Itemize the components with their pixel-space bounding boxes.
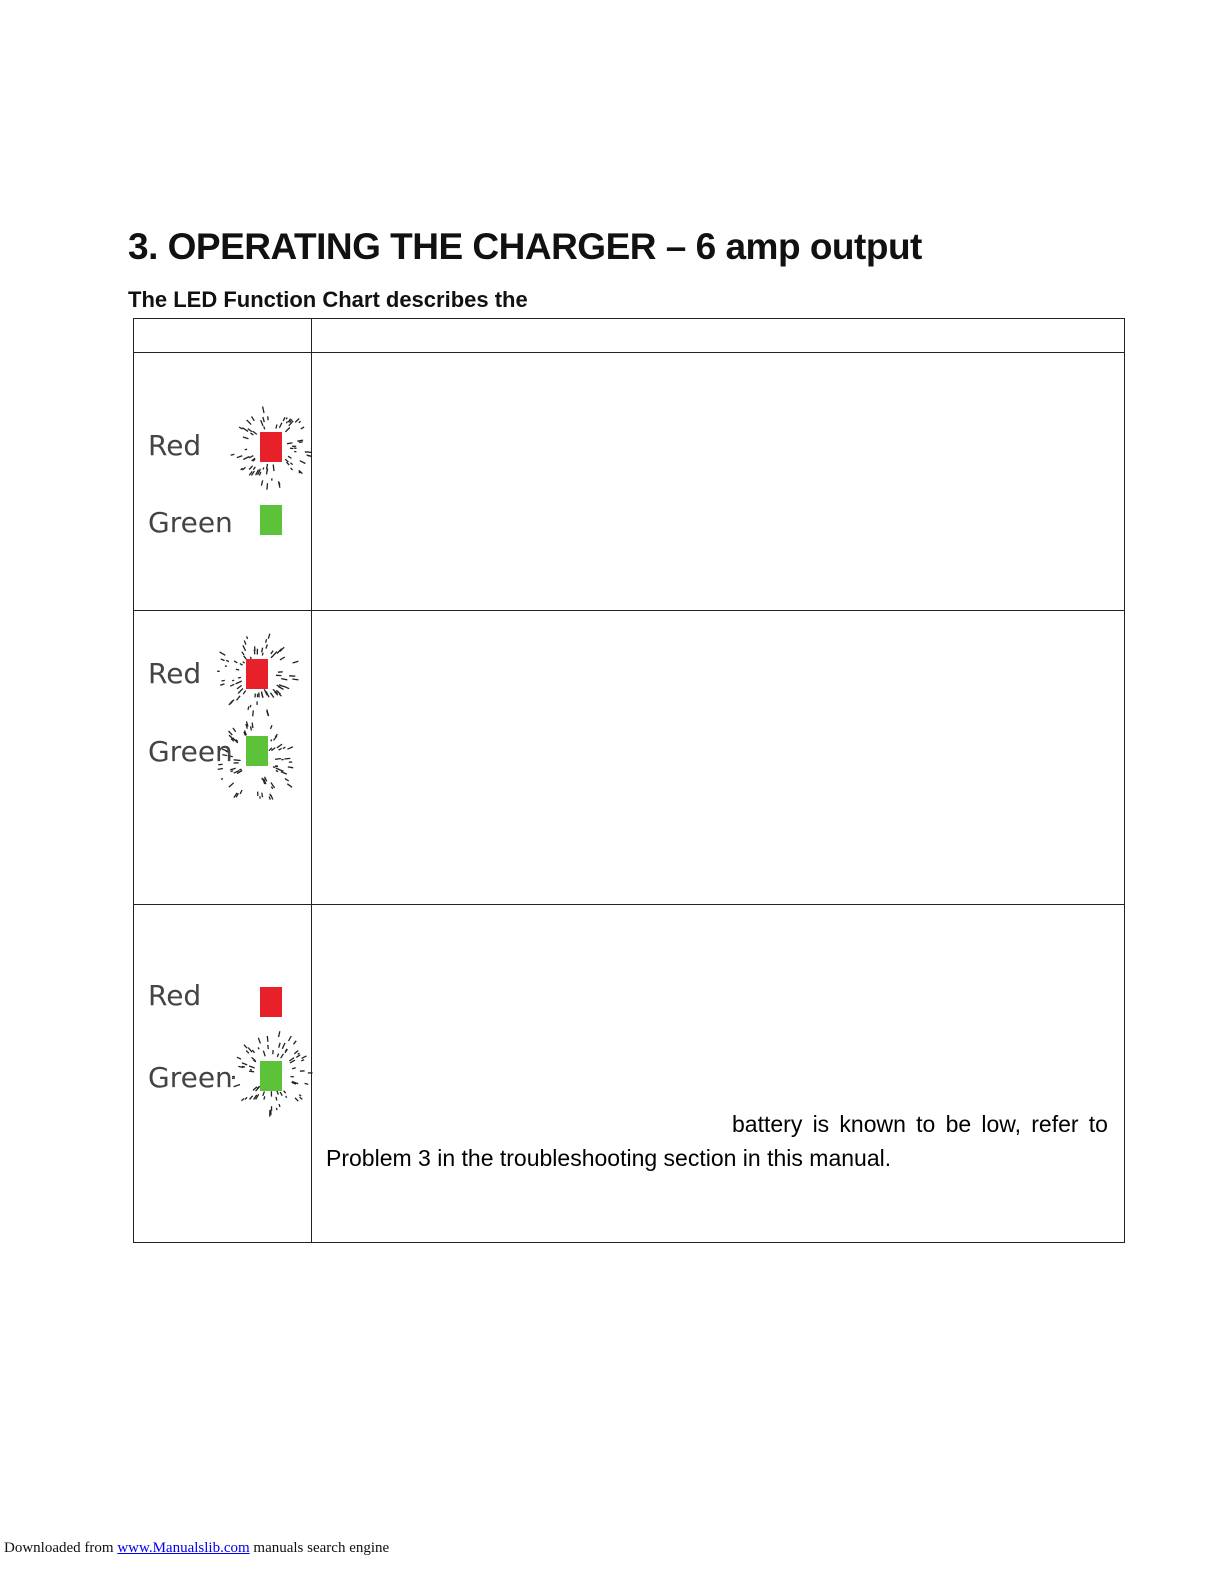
table-row xyxy=(134,353,1125,611)
flash-mark xyxy=(268,634,270,639)
flash-mark xyxy=(287,462,290,465)
flash-mark xyxy=(236,669,239,670)
flash-mark xyxy=(244,1045,247,1049)
flash-mark xyxy=(247,420,252,425)
table-header-row xyxy=(134,319,1125,353)
flash-mark xyxy=(281,1054,284,1058)
flash-mark xyxy=(273,767,276,768)
flash-mark xyxy=(294,1041,297,1045)
flash-mark xyxy=(250,1096,253,1100)
description-line-2: Problem 3 in the troubleshooting section in this manual. xyxy=(326,1145,892,1171)
red-led-light xyxy=(260,987,282,1017)
green-led-light xyxy=(246,736,268,766)
flash-mark xyxy=(283,747,286,748)
flash-mark xyxy=(279,1104,280,1107)
footer-prefix: Downloaded from xyxy=(4,1540,118,1556)
flash-mark xyxy=(239,769,241,770)
flash-mark xyxy=(240,664,243,666)
flash-mark xyxy=(305,1083,309,1084)
flash-mark xyxy=(273,465,274,472)
flash-mark xyxy=(307,452,312,453)
flash-mark xyxy=(263,467,264,469)
flash-mark xyxy=(284,758,290,759)
flash-mark xyxy=(271,651,273,654)
flash-mark xyxy=(252,723,253,729)
flash-mark xyxy=(253,710,254,716)
flash-mark xyxy=(252,417,255,421)
flash-mark xyxy=(230,684,234,686)
flash-mark xyxy=(249,466,253,470)
flash-mark xyxy=(295,1098,298,1101)
flash-mark xyxy=(272,652,277,657)
flash-mark xyxy=(264,426,265,429)
flash-mark xyxy=(231,771,234,772)
flash-mark xyxy=(267,1036,268,1042)
flash-mark xyxy=(266,645,268,649)
flash-mark xyxy=(248,429,252,432)
flash-mark xyxy=(252,1050,254,1053)
flash-mark xyxy=(277,744,282,748)
flash-mark xyxy=(220,684,224,685)
flash-mark xyxy=(301,427,304,429)
flash-mark xyxy=(294,1051,298,1054)
description-word: to xyxy=(916,1111,936,1137)
description-cell xyxy=(312,905,1125,1243)
flash-mark xyxy=(289,1036,292,1041)
flash-mark xyxy=(244,641,246,645)
flash-mark xyxy=(261,420,263,426)
flash-mark xyxy=(249,1071,254,1072)
flash-mark xyxy=(218,769,223,770)
table-row xyxy=(134,611,1125,905)
flash-mark xyxy=(259,472,260,476)
flash-mark xyxy=(279,1031,280,1037)
flash-mark xyxy=(222,680,225,681)
description-cell xyxy=(312,353,1125,611)
red-led-light xyxy=(260,432,282,462)
flash-mark xyxy=(298,1053,300,1054)
flash-mark xyxy=(237,685,242,689)
red-led-label: Red xyxy=(148,657,202,690)
flash-mark xyxy=(243,457,249,460)
description-word: low, xyxy=(981,1111,1022,1137)
flash-mark xyxy=(292,679,298,680)
manualslib-link[interactable]: www.Manualslib.com xyxy=(117,1540,250,1556)
flash-mark xyxy=(285,459,288,462)
red-led-light xyxy=(246,659,268,689)
description-cell xyxy=(312,611,1125,905)
flash-mark xyxy=(271,740,272,742)
flash-mark xyxy=(263,1092,265,1096)
flash-mark xyxy=(285,779,289,781)
flash-mark xyxy=(276,425,277,429)
flash-mark xyxy=(262,648,263,653)
flash-mark xyxy=(249,456,253,458)
green-led-light xyxy=(260,505,282,535)
flash-mark xyxy=(236,681,242,684)
red-led-label: Red xyxy=(148,979,202,1012)
flash-mark xyxy=(243,437,249,439)
table-row xyxy=(134,905,1125,1243)
flash-mark xyxy=(281,679,287,680)
flash-mark xyxy=(296,1055,300,1058)
flash-mark xyxy=(285,428,289,432)
flash-mark xyxy=(220,652,226,655)
flash-mark xyxy=(293,661,299,663)
description-word: is xyxy=(812,1111,830,1137)
description-word: battery xyxy=(732,1111,803,1137)
flash-mark xyxy=(288,456,291,458)
flash-mark xyxy=(276,768,280,769)
flash-mark xyxy=(250,705,251,707)
flash-mark xyxy=(279,694,281,696)
green-led-label: Green xyxy=(148,1061,233,1094)
red-led-label: Red xyxy=(148,429,202,462)
flash-mark xyxy=(267,483,268,490)
flash-mark xyxy=(295,419,299,423)
flash-mark xyxy=(229,701,233,705)
flash-mark xyxy=(286,418,287,420)
flash-mark xyxy=(276,771,278,772)
flash-mark xyxy=(292,1068,296,1069)
flash-mark xyxy=(300,1097,303,1099)
flash-mark xyxy=(258,1047,259,1049)
flash-mark xyxy=(237,696,241,701)
flash-mark xyxy=(299,1095,301,1097)
flash-mark xyxy=(284,1091,286,1094)
flash-mark xyxy=(237,456,242,458)
flash-mark xyxy=(241,1099,244,1101)
flash-mark xyxy=(287,784,292,788)
flash-mark xyxy=(240,790,242,794)
flash-mark xyxy=(239,427,242,429)
flash-mark xyxy=(250,433,253,435)
flash-mark xyxy=(302,1056,307,1059)
flash-mark xyxy=(237,1057,241,1059)
led-cell xyxy=(134,905,312,1243)
footer xyxy=(4,1540,389,1557)
led-cell xyxy=(134,353,312,611)
flash-mark xyxy=(234,760,241,761)
flash-mark xyxy=(271,795,273,800)
header-cell-description xyxy=(312,319,1125,353)
flash-mark xyxy=(268,1045,269,1049)
flash-mark xyxy=(249,1066,255,1068)
flash-mark xyxy=(242,652,244,655)
flash-mark xyxy=(226,660,229,661)
flash-mark xyxy=(246,1051,249,1054)
flash-mark xyxy=(279,748,282,750)
flash-mark xyxy=(242,428,248,432)
flash-mark xyxy=(280,1092,282,1096)
flash-mark xyxy=(287,747,293,749)
flash-mark xyxy=(276,1097,277,1101)
led-function-chart xyxy=(133,318,1125,1243)
flash-mark xyxy=(242,1063,247,1065)
flash-mark xyxy=(234,1085,240,1087)
flash-mark xyxy=(287,443,292,444)
flash-mark xyxy=(238,677,241,678)
flash-mark xyxy=(300,461,306,464)
flash-mark xyxy=(299,421,301,423)
flash-mark xyxy=(279,1043,280,1048)
flash-mark xyxy=(233,728,236,732)
led-cell xyxy=(134,611,312,905)
description-word: be xyxy=(945,1111,972,1137)
flash-mark xyxy=(243,662,245,664)
flash-mark xyxy=(266,639,267,643)
flash-mark xyxy=(264,1096,265,1099)
flash-mark xyxy=(263,417,265,422)
flash-mark xyxy=(225,666,227,667)
flash-mark xyxy=(221,779,223,780)
flash-mark xyxy=(271,787,272,789)
description-word: known xyxy=(839,1111,906,1137)
flash-mark xyxy=(275,759,281,760)
flash-mark xyxy=(271,693,274,698)
flash-mark xyxy=(280,657,285,660)
green-led-light xyxy=(260,1061,282,1091)
description-line-1 xyxy=(732,1111,1108,1138)
flash-mark xyxy=(301,1060,304,1061)
flash-mark xyxy=(229,783,234,787)
footer-suffix: manuals search engine xyxy=(249,1540,390,1556)
section-subtitle: The LED Function Chart describes the xyxy=(128,287,528,312)
flash-mark xyxy=(231,454,235,455)
flash-mark xyxy=(263,407,264,414)
flash-mark xyxy=(288,767,293,768)
flash-mark xyxy=(232,680,234,681)
flash-mark xyxy=(299,442,303,443)
flash-mark xyxy=(263,1051,265,1057)
flash-mark xyxy=(261,480,262,485)
flash-mark xyxy=(279,483,280,486)
flash-mark xyxy=(253,431,257,434)
flash-mark xyxy=(248,706,249,709)
flash-mark xyxy=(251,726,252,730)
flash-mark xyxy=(283,417,285,421)
flash-mark xyxy=(243,691,246,695)
flash-mark xyxy=(262,693,263,698)
flash-mark xyxy=(291,468,293,470)
flash-mark xyxy=(234,661,237,663)
flash-mark xyxy=(262,653,263,656)
header-cell-led xyxy=(134,319,312,353)
flash-mark xyxy=(286,1096,287,1098)
green-led-label: Green xyxy=(148,735,233,768)
flash-mark xyxy=(238,689,243,694)
flash-mark xyxy=(290,463,292,465)
flash-mark xyxy=(294,451,296,452)
flash-mark xyxy=(307,455,311,456)
description-word: to xyxy=(1088,1111,1108,1137)
flash-mark xyxy=(248,1048,252,1053)
flash-mark xyxy=(253,467,255,470)
flash-mark xyxy=(282,1043,285,1049)
flash-mark xyxy=(245,1097,247,1099)
flash-mark xyxy=(297,440,303,441)
flash-mark xyxy=(283,686,289,689)
flash-mark xyxy=(277,1054,278,1057)
section-title: 3. OPERATING THE CHARGER – 6 amp output xyxy=(128,226,922,267)
flash-mark xyxy=(279,423,282,428)
flash-mark xyxy=(230,768,236,770)
flash-mark xyxy=(269,797,270,800)
green-led-label: Green xyxy=(148,506,233,539)
description-word: refer xyxy=(1031,1111,1079,1137)
flash-mark xyxy=(281,772,287,775)
flash-mark xyxy=(243,645,246,651)
flash-mark xyxy=(247,636,248,639)
flash-mark xyxy=(262,793,263,798)
flash-mark xyxy=(221,659,225,661)
flash-mark xyxy=(271,725,273,729)
flash-mark xyxy=(286,421,287,423)
flash-mark xyxy=(258,1038,260,1044)
